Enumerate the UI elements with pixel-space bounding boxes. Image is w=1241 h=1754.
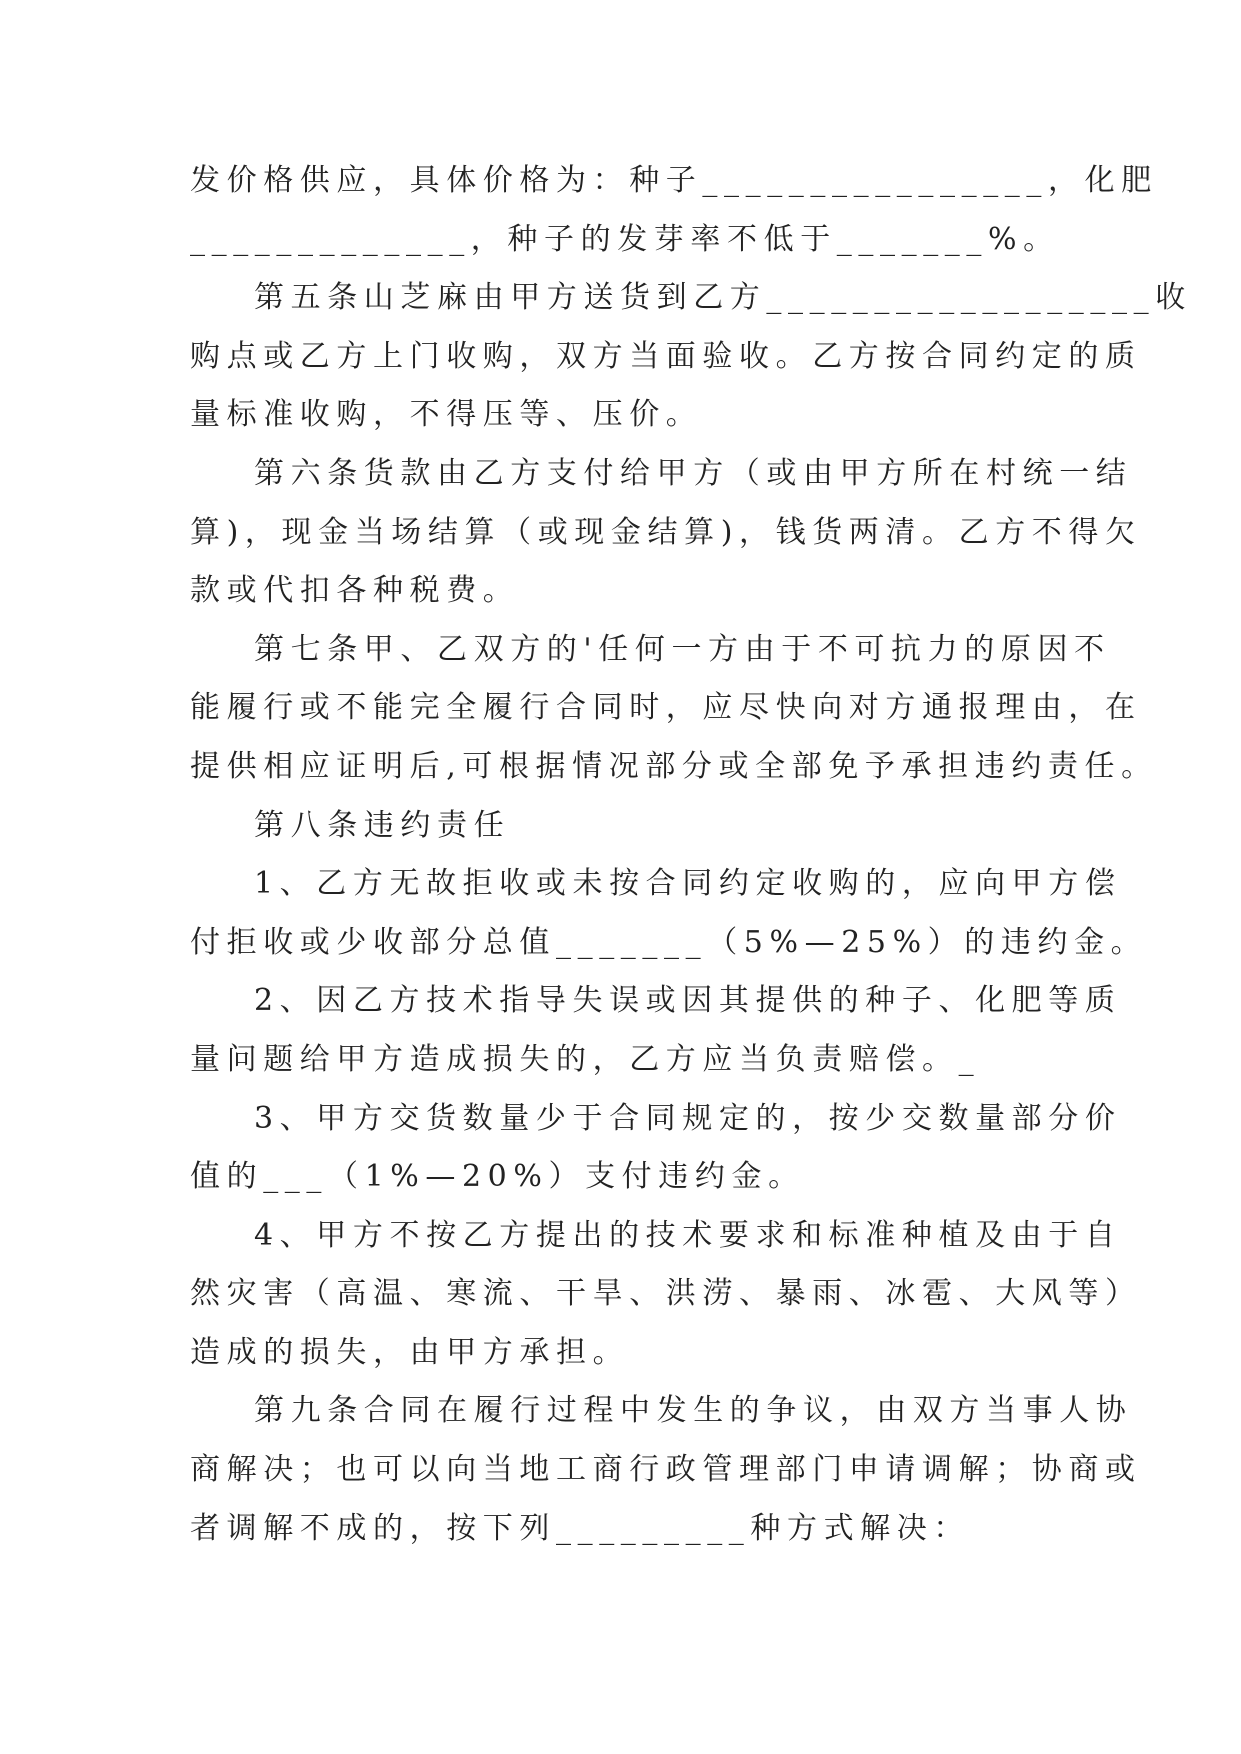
- text-line: 付拒收或少收部分总值_______（5%—25%）的违约金。: [190, 924, 1148, 960]
- text-line: 造成的损失，由甲方承担。: [190, 1334, 630, 1370]
- text-line: 4、甲方不按乙方提出的技术要求和标准种植及由于自: [254, 1217, 1122, 1253]
- document-page: [190, 152, 1192, 1558]
- text-line: 3、甲方交货数量少于合同规定的，按少交数量部分价: [254, 1100, 1122, 1136]
- text-line: 者调解不成的，按下列_________种方式解决：: [190, 1510, 970, 1546]
- text-line: 量标准收购，不得压等、压价。: [190, 397, 703, 433]
- text-line: 1、乙方无故拒收或未按合同约定收购的，应向甲方偿: [254, 866, 1122, 902]
- text-line: 款或代扣各种税费。: [190, 573, 520, 609]
- text-line: 能履行或不能完全履行合同时，应尽快向对方通报理由，在: [190, 690, 1142, 726]
- section-heading: 第八条违约责任: [254, 807, 511, 843]
- text-line: 商解决；也可以向当地工商行政管理部门申请调解；协商或: [190, 1452, 1142, 1488]
- text-line: 提供相应证明后,可根据情况部分或全部免予承担违约责任。: [190, 748, 1158, 784]
- text-line: 算)，现金当场结算（或现金结算)，钱货两清。乙方不得欠: [190, 514, 1142, 550]
- text-line: 2、因乙方技术指导失误或因其提供的种子、化肥等质: [254, 983, 1122, 1019]
- text-line: 第七条甲、乙双方的'任何一方由于不可抗力的原因不: [254, 631, 1111, 667]
- text-line: 第九条合同在履行过程中发生的争议，由双方当事人协: [254, 1393, 1133, 1429]
- text-line: 第六条货款由乙方支付给甲方（或由甲方所在村统一结: [254, 455, 1133, 491]
- text-line: 第五条山芝麻由甲方送货到乙方__________________收: [254, 280, 1192, 316]
- text-line: 值的___（1%—20%）支付违约金。: [190, 1159, 805, 1195]
- text-line: 发价格供应，具体价格为：种子________________，化肥: [190, 163, 1158, 198]
- text-line: 量问题给甲方造成损失的，乙方应当负责赔偿。_: [190, 1041, 981, 1077]
- text-line: _____________，种子的发芽率不低于_______%。: [190, 221, 1060, 257]
- text-line: 购点或乙方上门收购，双方当面验收。乙方按合同约定的质: [190, 338, 1142, 374]
- text-line: 然灾害（高温、寒流、干旱、洪涝、暴雨、冰雹、大风等）: [190, 1276, 1142, 1312]
